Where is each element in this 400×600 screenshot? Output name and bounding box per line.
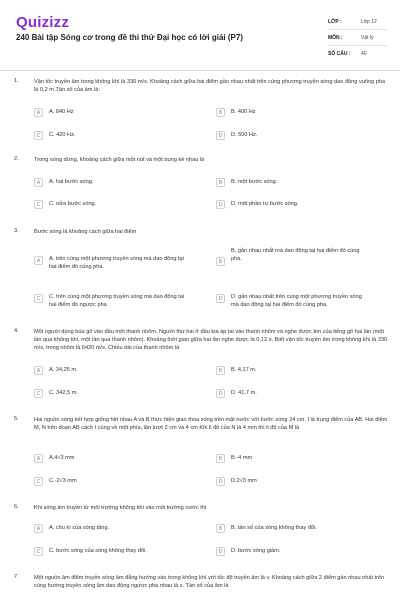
option-letter-box: D: [216, 294, 225, 303]
option-a[interactable]: [34, 366, 189, 375]
worksheet-header: [0, 0, 400, 71]
meta-value: 40: [361, 50, 367, 57]
option-b[interactable]: [216, 524, 371, 533]
option-letter-box: A: [34, 524, 43, 533]
option-a[interactable]: [34, 454, 189, 463]
option-text: C. 342,5 m.: [49, 390, 78, 396]
option-text: C. 420 Hz.: [49, 132, 76, 138]
option-letter-box: B: [216, 454, 225, 463]
option-letter-box: D: [216, 477, 225, 486]
option-text: B. tần số của sóng không thay đổi.: [231, 525, 317, 531]
option-letter-box: D: [216, 389, 225, 398]
option-a[interactable]: [34, 178, 189, 187]
option-c[interactable]: [34, 200, 189, 209]
option-d[interactable]: [216, 131, 371, 140]
option-letter-box: C: [34, 294, 43, 303]
option-d[interactable]: [216, 294, 371, 309]
option-d[interactable]: [216, 200, 371, 209]
option-c[interactable]: [34, 547, 189, 556]
meta-row-count: [328, 46, 388, 61]
option-text: D. 500 Hz.: [231, 132, 258, 138]
option-text: A. hai bước sóng.: [49, 179, 94, 185]
option-letter-box: D: [216, 200, 225, 209]
worksheet-title: 240 Bài tập Sóng cơ trong đề thi thử Đại học có lời giải (P7): [16, 33, 243, 42]
question-number: 1.: [14, 78, 19, 84]
option-a[interactable]: [34, 256, 189, 271]
option-b[interactable]: [216, 108, 371, 117]
option-letter-box: D: [216, 131, 225, 140]
option-text: B. 400 Hz: [231, 109, 256, 115]
option-text: B. một bước sóng.: [231, 179, 278, 185]
option-b[interactable]: [216, 366, 371, 375]
option-text: B. gần nhau nhất mà dao động tại hai điểm đó cùng pha.: [231, 248, 360, 262]
option-a[interactable]: [34, 524, 189, 533]
meta-value: Vật lý: [361, 34, 374, 41]
option-text: D. 41,7 m.: [231, 390, 257, 396]
option-letter-box: C: [34, 477, 43, 486]
option-letter-box: A: [34, 454, 43, 463]
question-number: 7.: [14, 574, 19, 580]
option-text: C. nửa bước sóng.: [49, 201, 97, 207]
option-letter-box: B: [216, 524, 225, 533]
option-b[interactable]: [216, 248, 371, 266]
option-c[interactable]: [34, 389, 189, 398]
option-letter-box: B: [216, 257, 225, 266]
option-letter-box: C: [34, 200, 43, 209]
question-text: Khi sóng âm truyền từ môi trường không khí vào môi trường nước thì: [34, 505, 207, 511]
option-text: C. trên cùng một phương truyền sóng mà dao động tại hai điểm đó ngược pha: [49, 294, 185, 308]
meta-label: SỐ CÂU :: [328, 50, 351, 57]
worksheet-meta: [328, 14, 388, 61]
option-letter-box: C: [34, 131, 43, 140]
option-text: C. bước sóng của sóng không thay đổi.: [49, 548, 147, 554]
option-text: D. bước sóng giảm.: [231, 548, 281, 554]
option-letter-box: C: [34, 389, 43, 398]
question-text: Một người dùng búa gõ vào đầu một thanh nhôm. Người thứ hai ở đầu kia áp tai vào thanh nhôm và nghe được âm của tiếng gõ hai lần (một lần qua không khí, một lần qua thanh nhôm). Khoảng thời gian giữa hai lần nghe được là 0,12 s. Biết vận tốc truyền âm trong không khí là 330 m/s, trong nhôm là 6420 m/s. Chiều dài của thanh nhôm là: [34, 329, 388, 351]
option-letter-box: A: [34, 108, 43, 117]
option-text: D. một phần tư bước sóng.: [231, 201, 299, 207]
meta-row-grade: [328, 14, 388, 30]
option-letter-box: D: [216, 547, 225, 556]
option-letter-box: C: [34, 547, 43, 556]
option-text: B.-4 mm: [231, 455, 253, 461]
option-text: B. 4,17 m.: [231, 367, 257, 373]
meta-value: Lớp 12: [361, 18, 377, 25]
option-c[interactable]: [34, 131, 189, 140]
option-text: A. 840 Hz: [49, 109, 74, 115]
meta-label: LỚP :: [328, 18, 342, 25]
option-letter-box: A: [34, 256, 43, 265]
option-b[interactable]: [216, 454, 371, 463]
option-letter-box: B: [216, 108, 225, 117]
option-text: D.2√3 mm: [231, 478, 257, 484]
option-a[interactable]: [34, 108, 189, 117]
meta-label: MÔN :: [328, 34, 343, 41]
question-text: Vận tốc truyền âm trong không khí là 336 m/s. Khoảng cách giữa hai điểm gần nhau nhất trên cùng phương truyền sóng dao động vuông pha là 0,2 m.Tần số của âm là:: [34, 79, 386, 93]
question-number: 5.: [14, 416, 19, 422]
quizizz-logo: Quizizz: [16, 14, 70, 31]
question-text: Một nguồn âm điểm truyền sóng âm đẳng hướng vào trong không khí với tốc độ truyền âm là v. Khoảng cách giữa 2 điểm gần nhau nhất trên cùng hướng truyền sóng âm dao động ngược pha nhau là x. Tần số của âm là: [34, 575, 385, 589]
option-d[interactable]: [216, 547, 371, 556]
question-number: 6.: [14, 504, 19, 510]
option-text: A. 34,25 m.: [49, 367, 78, 373]
option-text: A.4√3 mm: [49, 455, 75, 461]
option-text: A. trên cùng một phương truyền sóng mà dao động tại hai điểm đó cùng pha.: [49, 256, 184, 270]
option-letter-box: A: [34, 366, 43, 375]
question-number: 2.: [14, 156, 19, 162]
option-text: D. gần nhau nhất trên cùng một phương truyền sóng mà dao động tại hai điểm đó cùng pha.: [231, 294, 362, 308]
option-letter-box: B: [216, 366, 225, 375]
option-b[interactable]: [216, 178, 371, 187]
option-c[interactable]: [34, 477, 189, 486]
question-number: 4.: [14, 328, 19, 334]
option-text: C.-2√3 mm: [49, 478, 77, 484]
option-d[interactable]: [216, 389, 371, 398]
question-text: Bước sóng là khoảng cách giữa hai điểm: [34, 229, 137, 235]
question-text: Hai nguồn sóng kết hợp giống hệt nhau A và B thực hiện giao thoa sóng trên mặt nước với bước sóng 24 cm. I là trung điểm của AB. Hai điểm M, N trên đoạn AB cách I cùng về một phía, lần lượt 2 cm và 4 cm Khi li độ của N là 4 mm thì li độ của M là: [34, 417, 388, 431]
meta-row-subject: [328, 30, 388, 46]
question-number: 3.: [14, 228, 19, 234]
option-text: A. chu kì của sóng tăng.: [49, 525, 110, 531]
option-letter-box: B: [216, 178, 225, 187]
question-text: Trong sóng dừng, khoảng cách giữa một nút và một bụng kề nhau là: [34, 157, 205, 163]
option-d[interactable]: [216, 477, 371, 486]
option-c[interactable]: [34, 294, 189, 309]
option-letter-box: A: [34, 178, 43, 187]
